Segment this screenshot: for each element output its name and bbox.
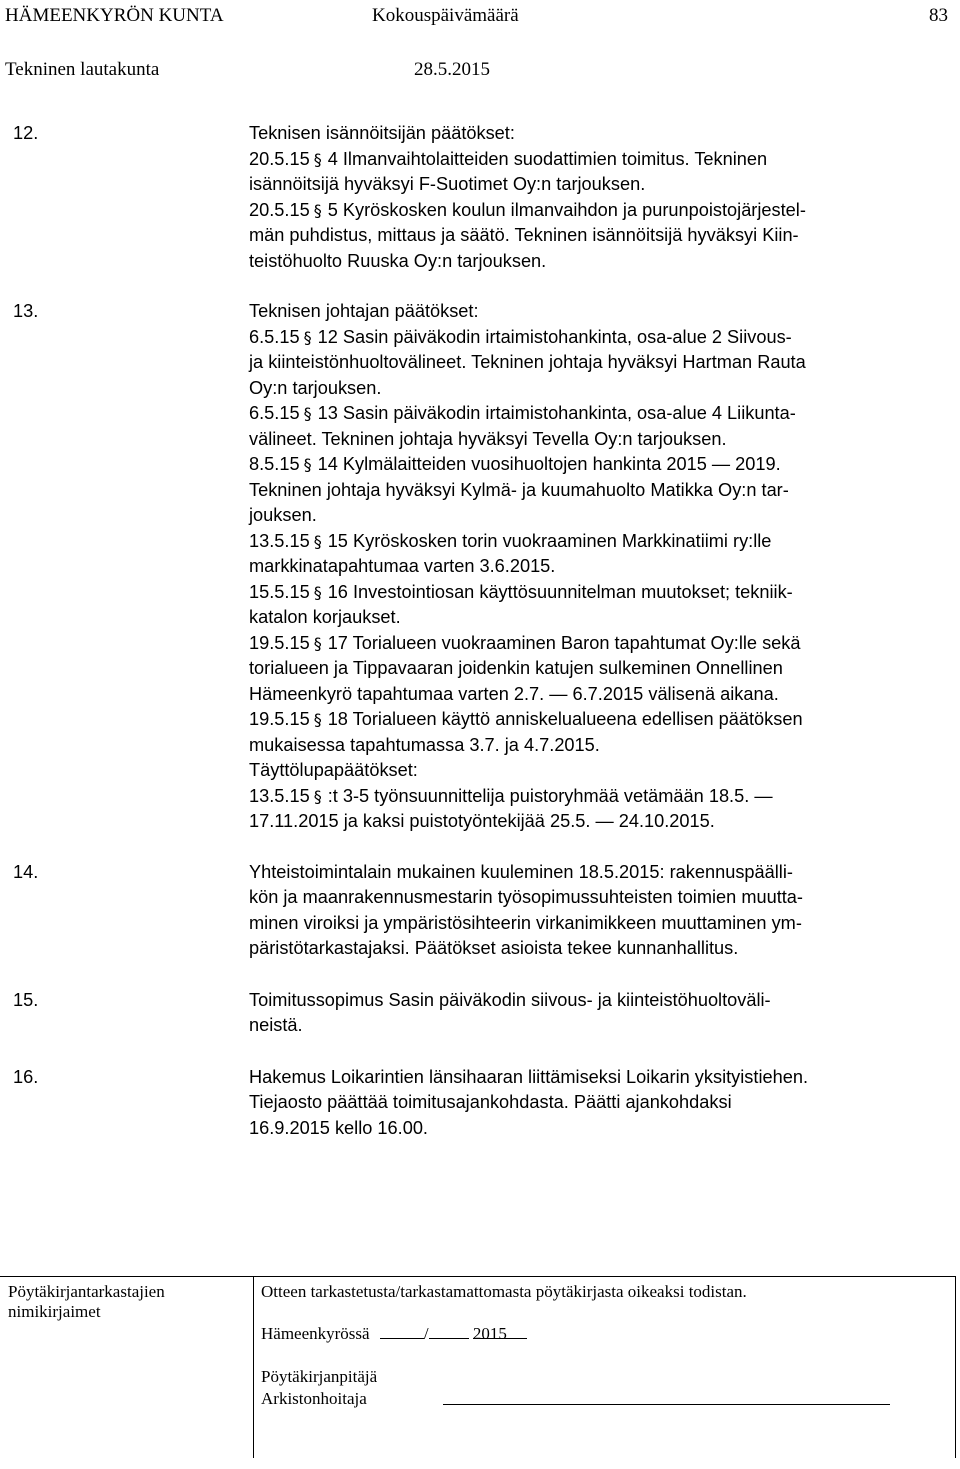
section-line: Toimitussopimus Sasin päiväkodin siivous- ja kiinteistöhuoltoväli- — [249, 989, 771, 1010]
section-number: 12. — [13, 123, 39, 143]
section-line: 20.5.15 § 5 Kyröskosken koulun ilmanvaihdon ja purunpoistojärjestel- — [249, 198, 953, 224]
section-line: Hakemus Loikarintien länsihaaran liittämiseksi Loikarin yksityistiehen. — [249, 1066, 809, 1087]
section-sign: § — [313, 710, 322, 729]
section-line: Oy:n tarjouksen. — [249, 377, 382, 398]
initials-label: Pöytäkirjantarkastajien — [8, 1282, 165, 1301]
section-line: män puhdistus, mittaus ja säätö. Tekninen isännöitsijä hyväksyi Kiin- — [249, 225, 799, 245]
section-16 — [13, 1065, 953, 1142]
archivist-label: Arkistonhoitaja — [261, 1389, 367, 1408]
page-number: 83 — [929, 5, 948, 26]
section-line: 19.5.15 § 17 Torialueen vuokraaminen Baron tapahtumat Oy:lle sekä — [249, 631, 953, 657]
section-line: 20.5.15 § 4 Ilmanvaihtolaitteiden suodattimien toimitus. Tekninen — [249, 147, 953, 173]
place-name: Hämeenkyrössä — [261, 1324, 370, 1343]
section-line: kön ja maanrakennusmestarin työsopimussuhteisten toimien muutta- — [249, 887, 803, 907]
date-year: 2015 — [472, 1324, 507, 1343]
year-blank — [472, 1324, 527, 1343]
section-line: päristötarkastajaksi. Päätökset asioista tekee kunnanhallitus. — [249, 938, 739, 958]
section-12 — [13, 121, 953, 274]
section-line: 16.9.2015 kello 16.00. — [249, 1117, 428, 1138]
section-line: Hämeenkyrö tapahtumaa varten 2.7. — 6.7.2015 välisenä aikana. — [249, 683, 779, 704]
month-blank[interactable] — [429, 1324, 469, 1339]
section-sign: § — [313, 149, 322, 169]
minutes-content — [13, 121, 953, 1141]
day-blank[interactable] — [380, 1324, 424, 1339]
section-line: ja kiinteistönhuoltovälineet. Tekninen johtaja hyväksyi Hartman Rauta — [249, 352, 806, 372]
municipality-name: HÄMEENKYRÖN KUNTA — [5, 5, 224, 26]
section-sign: § — [313, 786, 322, 806]
section-line: jouksen. — [249, 505, 317, 525]
section-line: katalon korjaukset. — [249, 607, 401, 627]
section-14 — [13, 860, 953, 962]
section-sign: § — [313, 633, 322, 653]
section-sign: § — [313, 531, 322, 551]
section-number: 14. — [13, 861, 39, 882]
section-line: torialueen ja Tippavaaran joidenkin katujen sulkeminen Onnellinen — [249, 658, 783, 678]
section-number: 13. — [13, 301, 39, 321]
section-sign: § — [303, 404, 312, 423]
section-line: 6.5.15 § 12 Sasin päiväkodin irtaimistohankinta, osa-alue 2 Siivous- — [249, 325, 953, 351]
certification-box — [253, 1276, 956, 1458]
section-sign: § — [303, 455, 312, 474]
section-line: 8.5.15 § 14 Kylmälaitteiden vuosihuoltojen hankinta 2015 — 2019. — [249, 452, 953, 478]
section-line: minen viroiksi ja ympäristösihteerin virkanimikkeen muuttaminen ym- — [249, 912, 802, 933]
section-15 — [13, 988, 953, 1039]
section-line: välineet. Tekninen johtaja hyväksyi Tevella Oy:n tarjouksen. — [249, 428, 727, 449]
section-line: Tiejaosto päättää toimitusajankohdasta. Päätti ajankohdaksi — [249, 1092, 732, 1112]
section-line: markkinatapahtumaa varten 3.6.2015. — [249, 556, 556, 576]
section-line: Täyttölupapäätökset: — [249, 760, 418, 780]
meeting-date: 28.5.2015 — [414, 59, 490, 80]
section-line: mukaisessa tapahtumassa 3.7. ja 4.7.2015. — [249, 734, 600, 755]
section-line: 19.5.15 § 18 Torialueen käyttö anniskelualueena edellisen päätöksen — [249, 707, 953, 733]
date-slash: / — [423, 1324, 429, 1343]
section-line: neistä. — [249, 1015, 303, 1035]
section-number: 15. — [13, 989, 39, 1010]
section-line: Teknisen isännöitsijän päätökset: — [249, 123, 515, 143]
committee-name: Tekninen lautakunta — [5, 59, 160, 80]
section-line: 6.5.15 § 13 Sasin päiväkodin irtaimistohankinta, osa-alue 4 Liikunta- — [249, 401, 953, 427]
section-sign: § — [313, 582, 322, 602]
secretary-label: Pöytäkirjanpitäjä — [261, 1367, 378, 1386]
signature-line[interactable] — [443, 1390, 890, 1405]
section-line: Yhteistoimintalain mukainen kuuleminen 18.5.2015: rakennuspäälli- — [249, 861, 793, 882]
place-date-line — [261, 1324, 527, 1343]
section-number: 16. — [13, 1066, 39, 1087]
section-sign: § — [313, 200, 322, 220]
section-line: isännöitsijä hyväksyi F-Suotimet Oy:n tarjouksen. — [249, 174, 646, 194]
section-line: teistöhuolto Ruuska Oy:n tarjouksen. — [249, 250, 547, 271]
section-line: Tekninen johtaja hyväksyi Kylmä- ja kuumahuolto Matikka Oy:n tar- — [249, 479, 789, 500]
section-sign: § — [303, 327, 312, 347]
section-line: 17.11.2015 ja kaksi puistotyöntekijää 25.5. — 24.10.2015. — [249, 811, 715, 831]
section-13 — [13, 299, 953, 835]
signature-footer — [0, 1276, 960, 1458]
initials-label-2: nimikirjaimet — [8, 1302, 101, 1321]
initials-box — [0, 1276, 254, 1458]
section-line: 13.5.15 § 15 Kyröskosken torin vuokraaminen Markkinatiimi ry:lle — [249, 529, 953, 555]
section-line: 13.5.15 § :t 3-5 työnsuunnittelija puistoryhmää vetämään 18.5. — — [249, 784, 953, 810]
date-label: Kokouspäivämäärä — [372, 5, 519, 26]
section-line: 15.5.15 § 16 Investointiosan käyttösuunnitelman muutokset; tekniik- — [249, 580, 953, 606]
certification-text: Otteen tarkastetusta/tarkastamattomasta pöytäkirjasta oikeaksi todistan. — [261, 1282, 747, 1301]
section-line: Teknisen johtajan päätökset: — [249, 301, 479, 321]
